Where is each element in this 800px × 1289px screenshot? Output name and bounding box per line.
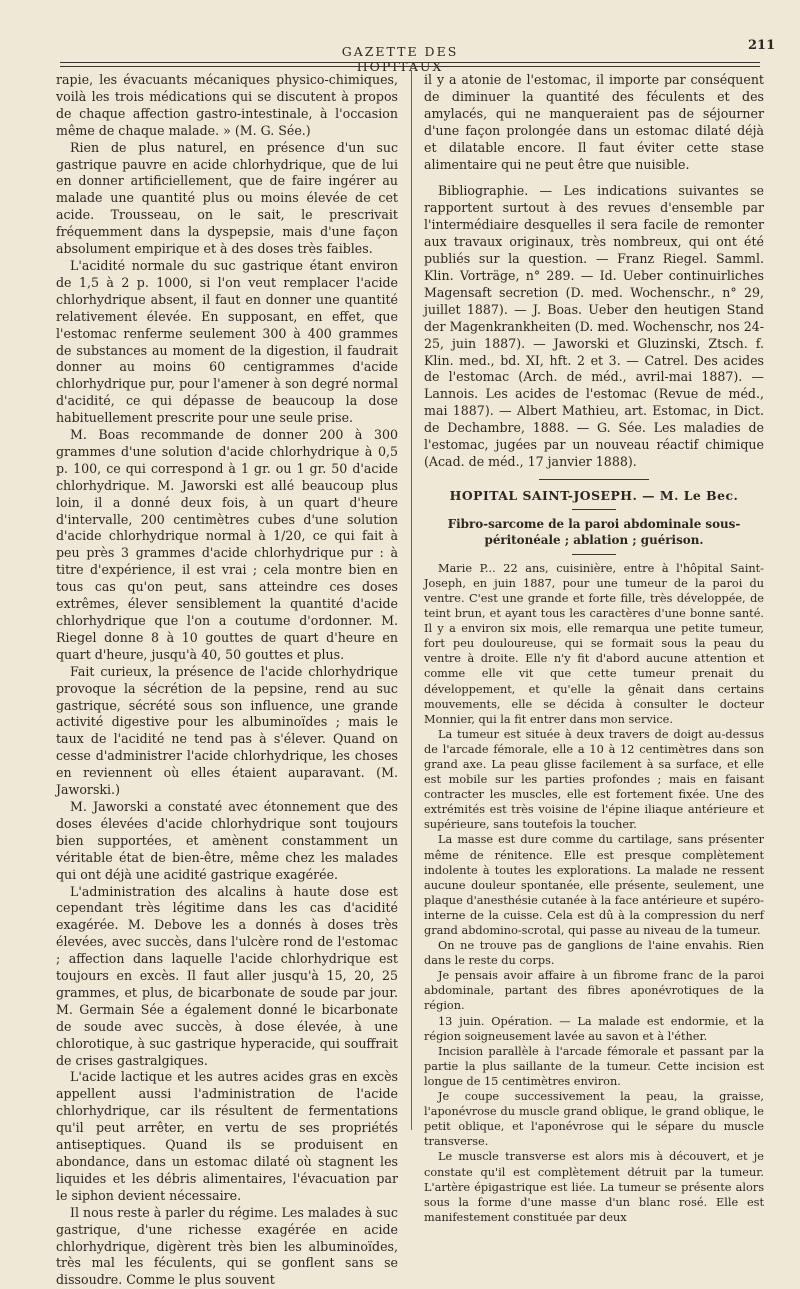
case-paragraph: La tumeur est située à deux travers de doigt au-dessus de l'arcade fémorale, elle a 10 à 12 centimètres dans son grand axe. La peau glisse facilement à sa surface, et elle est mobile sur les parties profondes ; mais en faisant contracter les muscles, elle est fortement fixée. Une des extrémités est très voisine de l'épine iliaque antérieure et supérieure, sans toutefois la toucher. [424,727,764,832]
column-divider [411,70,412,1130]
right-column [424,72,764,1225]
hospital-title: HOPITAL SAINT-JOSEPH. — M. Le Bec. [449,487,739,503]
paragraph: rapie, les évacuants mécaniques physico-chimiques, voilà les trois médications qui se discutent à propos de chaque affection gastro-intestinale, à l'occasion même de chaque malade. » (M. G. Sée.) [56,72,398,138]
header-rule [60,62,760,63]
title-rule [572,554,616,555]
header-rule-thin [60,66,760,67]
case-paragraph: Incision parallèle à l'arcade fémorale et passant par la partie la plus saillante de la tumeur. Cette incision est longue de 15 centimètres environ. [424,1044,764,1088]
case-paragraph: Je coupe successivement la peau, la graisse, l'aponévrose du muscle grand oblique, le grand oblique, le petit oblique, et l'aponévrose qui le sépare du muscle transverse. [424,1090,764,1149]
paragraph: L'acide lactique et les autres acides gras en excès appellent aussi l'administration de l'acide chlorhydrique, car ils résultent de fermentations qu'il peut arrêter, en vertu de ses propriétés antiseptiques. Quand ils se produisent en abondance, dans un estomac dilaté où stagnent les liquides et les débris alimentaires, l'évacuation par le siphon devient nécessaire. [56,1069,398,1203]
running-head [0,38,800,74]
paragraph: Rien de plus naturel, en présence d'un suc gastrique pauvre en acide chlorhydrique, que de lui en donner artificiellement, que de faire ingérer au malade une quantité plus ou moins élevée de cet acide. Trousseau, on le sait, le prescrivait fréquemment dans la dyspepsie, mais d'une façon absolument empirique et à des doses très faibles. [56,139,398,257]
paragraph: M. Boas recommande de donner 200 à 300 grammes d'une solution d'acide chlorhydrique à 0,5 p. 100, ce qui correspond à 1 gr. ou 1 gr. 50 d'acide chlorhydrique. M. Jaworski est allé beaucoup plus loin, il a donné deux fois, à un quart d'heure d'intervalle, 200 centimètres cubes d'une solution d'acide chlorhydrique normal à 1/20, ce qui fait à peu près 3 grammes d'acide chlorhydrique pur : à titre d'expérience, il est vrai ; cela montre bien en tous cas qu'on peut, sans atteindre ces doses extrêmes, élever sensiblement la quantité d'acide chlorhydrique que l'on a coutume d'ordonner. M. Riegel donne 8 à 10 gouttes de quart d'heure en quart d'heure, jusqu'à 40, 50 gouttes et plus. [56,427,398,662]
paragraph: Il nous reste à parler du régime. Les malades à suc gastrique, d'une richesse exagérée en acide chlorhydrique, digèrent très bien les albuminoïdes, très mal les féculents, qui se gonflent sans se dissoudre. Comme le plus souvent [56,1204,398,1288]
paragraph: il y a atonie de l'estomac, il importe par conséquent de diminuer la quantité des féculents et des amylacés, qui ne manqueraient pas de séjourner d'une façon prolongée dans un estomac dilaté déjà et dilatable encore. Il faut éviter cette stase alimentaire qui ne peut être que nuisible. [424,72,764,172]
case-paragraph: Je pensais avoir affaire à un fibrome franc de la paroi abdominale, partant des fibres aponévrotiques de la région. [424,969,764,1013]
paragraph: M. Jaworski a constaté avec étonnement que des doses élevées d'acide chlorhydrique sont toujours bien supportées, et amènent constamment un véritable état de bien-être, même chez les malades qui ont déjà une acidité gastrique exagérée. [56,798,398,882]
case-paragraph: Le muscle transverse est alors mis à découvert, et je constate qu'il est complètement détruit par la tumeur. L'artère épigastrique est liée. La tumeur se présente alors sous la forme d'une masse d'un blanc rosé. Elle est manifestement constituée par deux [424,1150,764,1224]
case-paragraph: Marie P... 22 ans, cuisinière, entre à l'hôpital Saint-Joseph, en juin 1887, pour une tumeur de la paroi du ventre. C'est une grande et forte fille, très développée, de teint brun, et ayant tous les caractères d'une bonne santé. Il y a environ six mois, elle remarqua une petite tumeur, fort peu douloureuse, qui se formait sous la peau du ventre à droite. Elle n'y fit d'abord aucune attention et comme elle vit que cette tumeur prenait du développement, et qu'elle la gênait dans certains mouvements, elle se décida à consulter le docteur Monnier, qui la fit entrer dans mon service. [424,561,764,726]
case-paragraph: 13 juin. Opération. — La malade est endormie, et la région soigneusement lavée au savon et à l'éther. [424,1014,764,1043]
case-paragraph: On ne trouve pas de ganglions de l'aine envahis. Rien dans le reste du corps. [424,939,764,968]
paragraph: L'administration des alcalins à haute dose est cependant très légitime dans les cas d'acidité exagérée. M. Debove les a donnés à doses très élevées, avec succès, dans l'ulcère rond de l'estomac ; affection dans laquelle l'acide chlorhydrique est toujours en excès. Il faut aller jusqu'à 15, 20, 25 grammes, et plus, de bicarbonate de soude par jour. M. Germain Sée a également donné le bicarbonate de soude avec succès, à dose élevée, à une chlorotique, à suc gastrique hyperacide, qui souffrait de crises gastralgiques. [56,883,398,1068]
title-rule [572,509,616,510]
case-title: Fibro-sarcome de la paroi abdominale sous-péritonéale ; ablation ; guérison. [447,516,741,547]
paragraph: L'acidité normale du suc gastrique étant environ de 1,5 à 2 p. 1000, si l'on veut remplacer l'acide chlorhydrique absent, il faut en donner une quantité relativement élevée. En supposant, en effet, que l'estomac renferme seulement 300 à 400 grammes de substances au moment de la digestion, il faudrait donner au moins 60 centigrammes d'acide chlorhydrique pur, pour l'amener à son degré normal d'acidité, ce qui dépasse de beaucoup la dose habituellement prescrite pour une seule prise. [56,257,398,426]
section-separator [539,479,649,480]
left-column [56,72,398,1289]
page-number: 211 [748,38,776,53]
case-paragraph: La masse est dure comme du cartilage, sans présenter même de rénitence. Elle est presque complètement indolente à toutes les explorations. La malade ne ressent aucune douleur spontanée, elle présente, seulement, une plaque d'anesthésie cutanée à la face antérieure et supéro-interne de la cuisse. Cela est dû à la compression du nerf grand abdomino-scrotal, qui passe au niveau de la tumeur. [424,833,764,937]
running-title: GAZETTE DES HOPITAUX [341,44,459,74]
paragraph: Fait curieux, la présence de l'acide chlorhydrique provoque la sécrétion de la pepsine, rend au suc gastrique, sécrété sous son influence, une grande activité digestive pour les albuminoïdes ; mais le taux de l'acidité ne tend pas à s'élever. Quand on cesse d'administrer l'acide chlorhydrique, les choses en reviennent où elles étaient auparavant. (M. Jaworski.) [56,663,398,798]
bibliography: Bibliographie. — Les indications suivantes se rapportent surtout à des revues d'ensemble par l'intermédiaire desquelles il sera facile de remonter aux travaux originaux, très nombreux, qui ont été publiés sur la question. — Franz Riegel. Samml. Klin. Vorträge, n° 289. — Id. Ueber continuirliches Magensaft secretion (D. med. Wochenschr., n° 29, juillet 1887). — J. Boas. Ueber den heutigen Stand der Magenkrankheiten (D. med. Wochenschr, nos 24-25, juin 1887). — Jaworski et Gluzinski, Ztsch. f. Klin. med., bd. XI, hft. 2 et 3. — Catrel. Des acides de l'estomac (Arch. de méd., avril-mai 1887). — Lannois. Les acides de l'estomac (Revue de méd., mai 1887). — Albert Mathieu, art. Estomac, in Dict. de Dechambre, 1888. — G. Sée. Les maladies de l'estomac, jugées par un nouveau réactif chimique (Acad. de méd., 17 janvier 1888). [424,183,764,469]
